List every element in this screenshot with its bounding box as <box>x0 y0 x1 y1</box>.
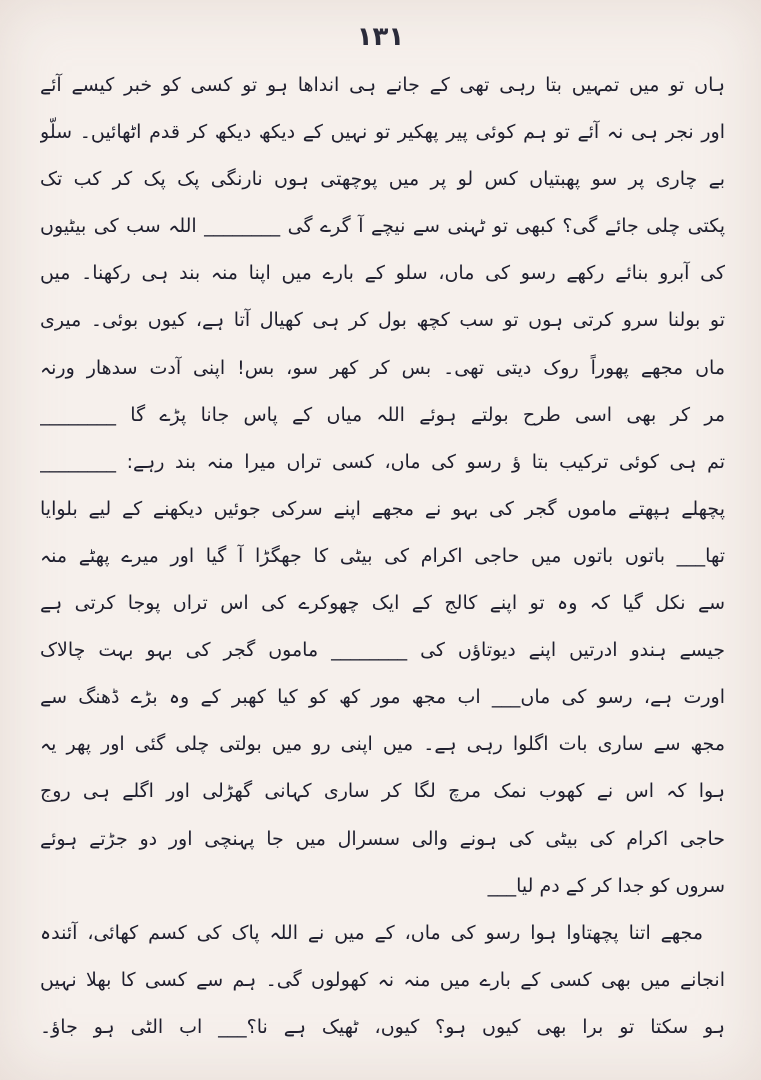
text-line: تو بولنا سرو کرتی ہوں تو سب کچھ بول کر ہی کھیال آتا ہے، کیوں بوئی۔ میری <box>40 309 725 332</box>
text-line: سے نکل گیا کہ وہ تو اپنے کالج کے ایک چھوکرے کی اس تراں پوجا کرتی ہے <box>40 592 725 615</box>
text-line: حاجی اکرام کی بیٹی کی ہونے والی سسرال میں جا پہنچی اور دو جڑتے ہوئے <box>40 827 725 850</box>
text-line: اور نجر ہی نہ آئے تو ہم کوئی پیر پھکیر تو نہیں کے دیکھ دیکھ کر قدم اٹھائیں۔ سلّو <box>40 121 725 144</box>
text-line: پکتی چلی جائے گی؟ کبھی تو ٹہنی سے نیچے آ گرے گی ________ اللہ سب کی بیٹیوں <box>40 215 725 238</box>
text-line: بے چاری پر سو پھبتیاں کس لو پر میں پوچھتی ہوں نارنگی پک پک کر کب تک <box>40 168 725 191</box>
text-line: مجھ سے ساری بات اگلوا رہی ہے۔ میں اپنی رو میں بولتی چلی گئی اور پھر یہ <box>40 733 725 756</box>
page-number: ۱۳۱ <box>356 22 405 52</box>
text-line: تم ہی کوئی ترکیب بتا ؤ رسو کی ماں، کسی تراں میرا منہ بند رہے: ________ <box>40 450 725 473</box>
body-text <box>40 62 725 1051</box>
text-line: ہو سکتا تو برا بھی کیوں ہو؟ کیوں، ٹھیک ہے نا؟___ اب الٹی ہو جاؤ۔ <box>40 1015 725 1038</box>
text-line: ماں مجھے پھوراً روک دیتی تھی۔ بس کر کھر سو، بس! اپنی آدت سدھار ورنہ <box>40 356 725 379</box>
text-line: ہوا کہ اس نے کھوب نمک مرچ لگا کر ساری کہانی گھڑلی اور اگلے ہی روج <box>40 780 725 803</box>
text-line: اورت ہے، رسو کی ماں___ اب مجھ مور کھ کو کیا کھبر کے وہ بڑے ڈھنگ سے <box>40 686 725 709</box>
text-line: تھا___ باتوں باتوں میں حاجی اکرام کی بیٹی کا جھگڑا آ گیا اور میرے پھٹے منہ <box>40 544 725 567</box>
text-line: پچھلے ہپھتے ماموں گجر کی بہو نے مجھے اپنے سرکی جوئیں دیکھنے کے لیے بلوایا <box>40 497 725 520</box>
text-line: انجانے میں بھی کسی کے بارے میں منہ نہ کھولوں گی۔ ہم سے کسی کا بھلا نہیں <box>40 968 725 991</box>
text-line: ہاں تو میں تمہیں بتا رہی تھی کے جانے ہی انداھا ہو تو کسی کو خبر کیسے آئے <box>40 74 725 96</box>
paragraph-start-line: مجھے اتنا پچھتاوا ہوا رسو کی ماں، کے میں نے اللہ پاک کی کسم کھائی، آئندہ <box>40 921 703 944</box>
text-line: مر کر بھی اسی طرح بولتے ہوئے اللہ میاں کے پاس جانا پڑے گا ________ <box>40 403 725 426</box>
text-line: سروں کو جدا کر کے دم لیا___ <box>487 874 725 897</box>
text-line: جیسے ہندو ادرتیں اپنے دیوتاؤں کی ________ ماموں گجر کی بہو بہت چالاک <box>40 639 725 662</box>
text-line: کی آبرو بنائے رکھے رسو کی ماں، سلو کے بارے میں اپنا منہ بند ہی رکھنا۔ میں <box>40 262 725 285</box>
